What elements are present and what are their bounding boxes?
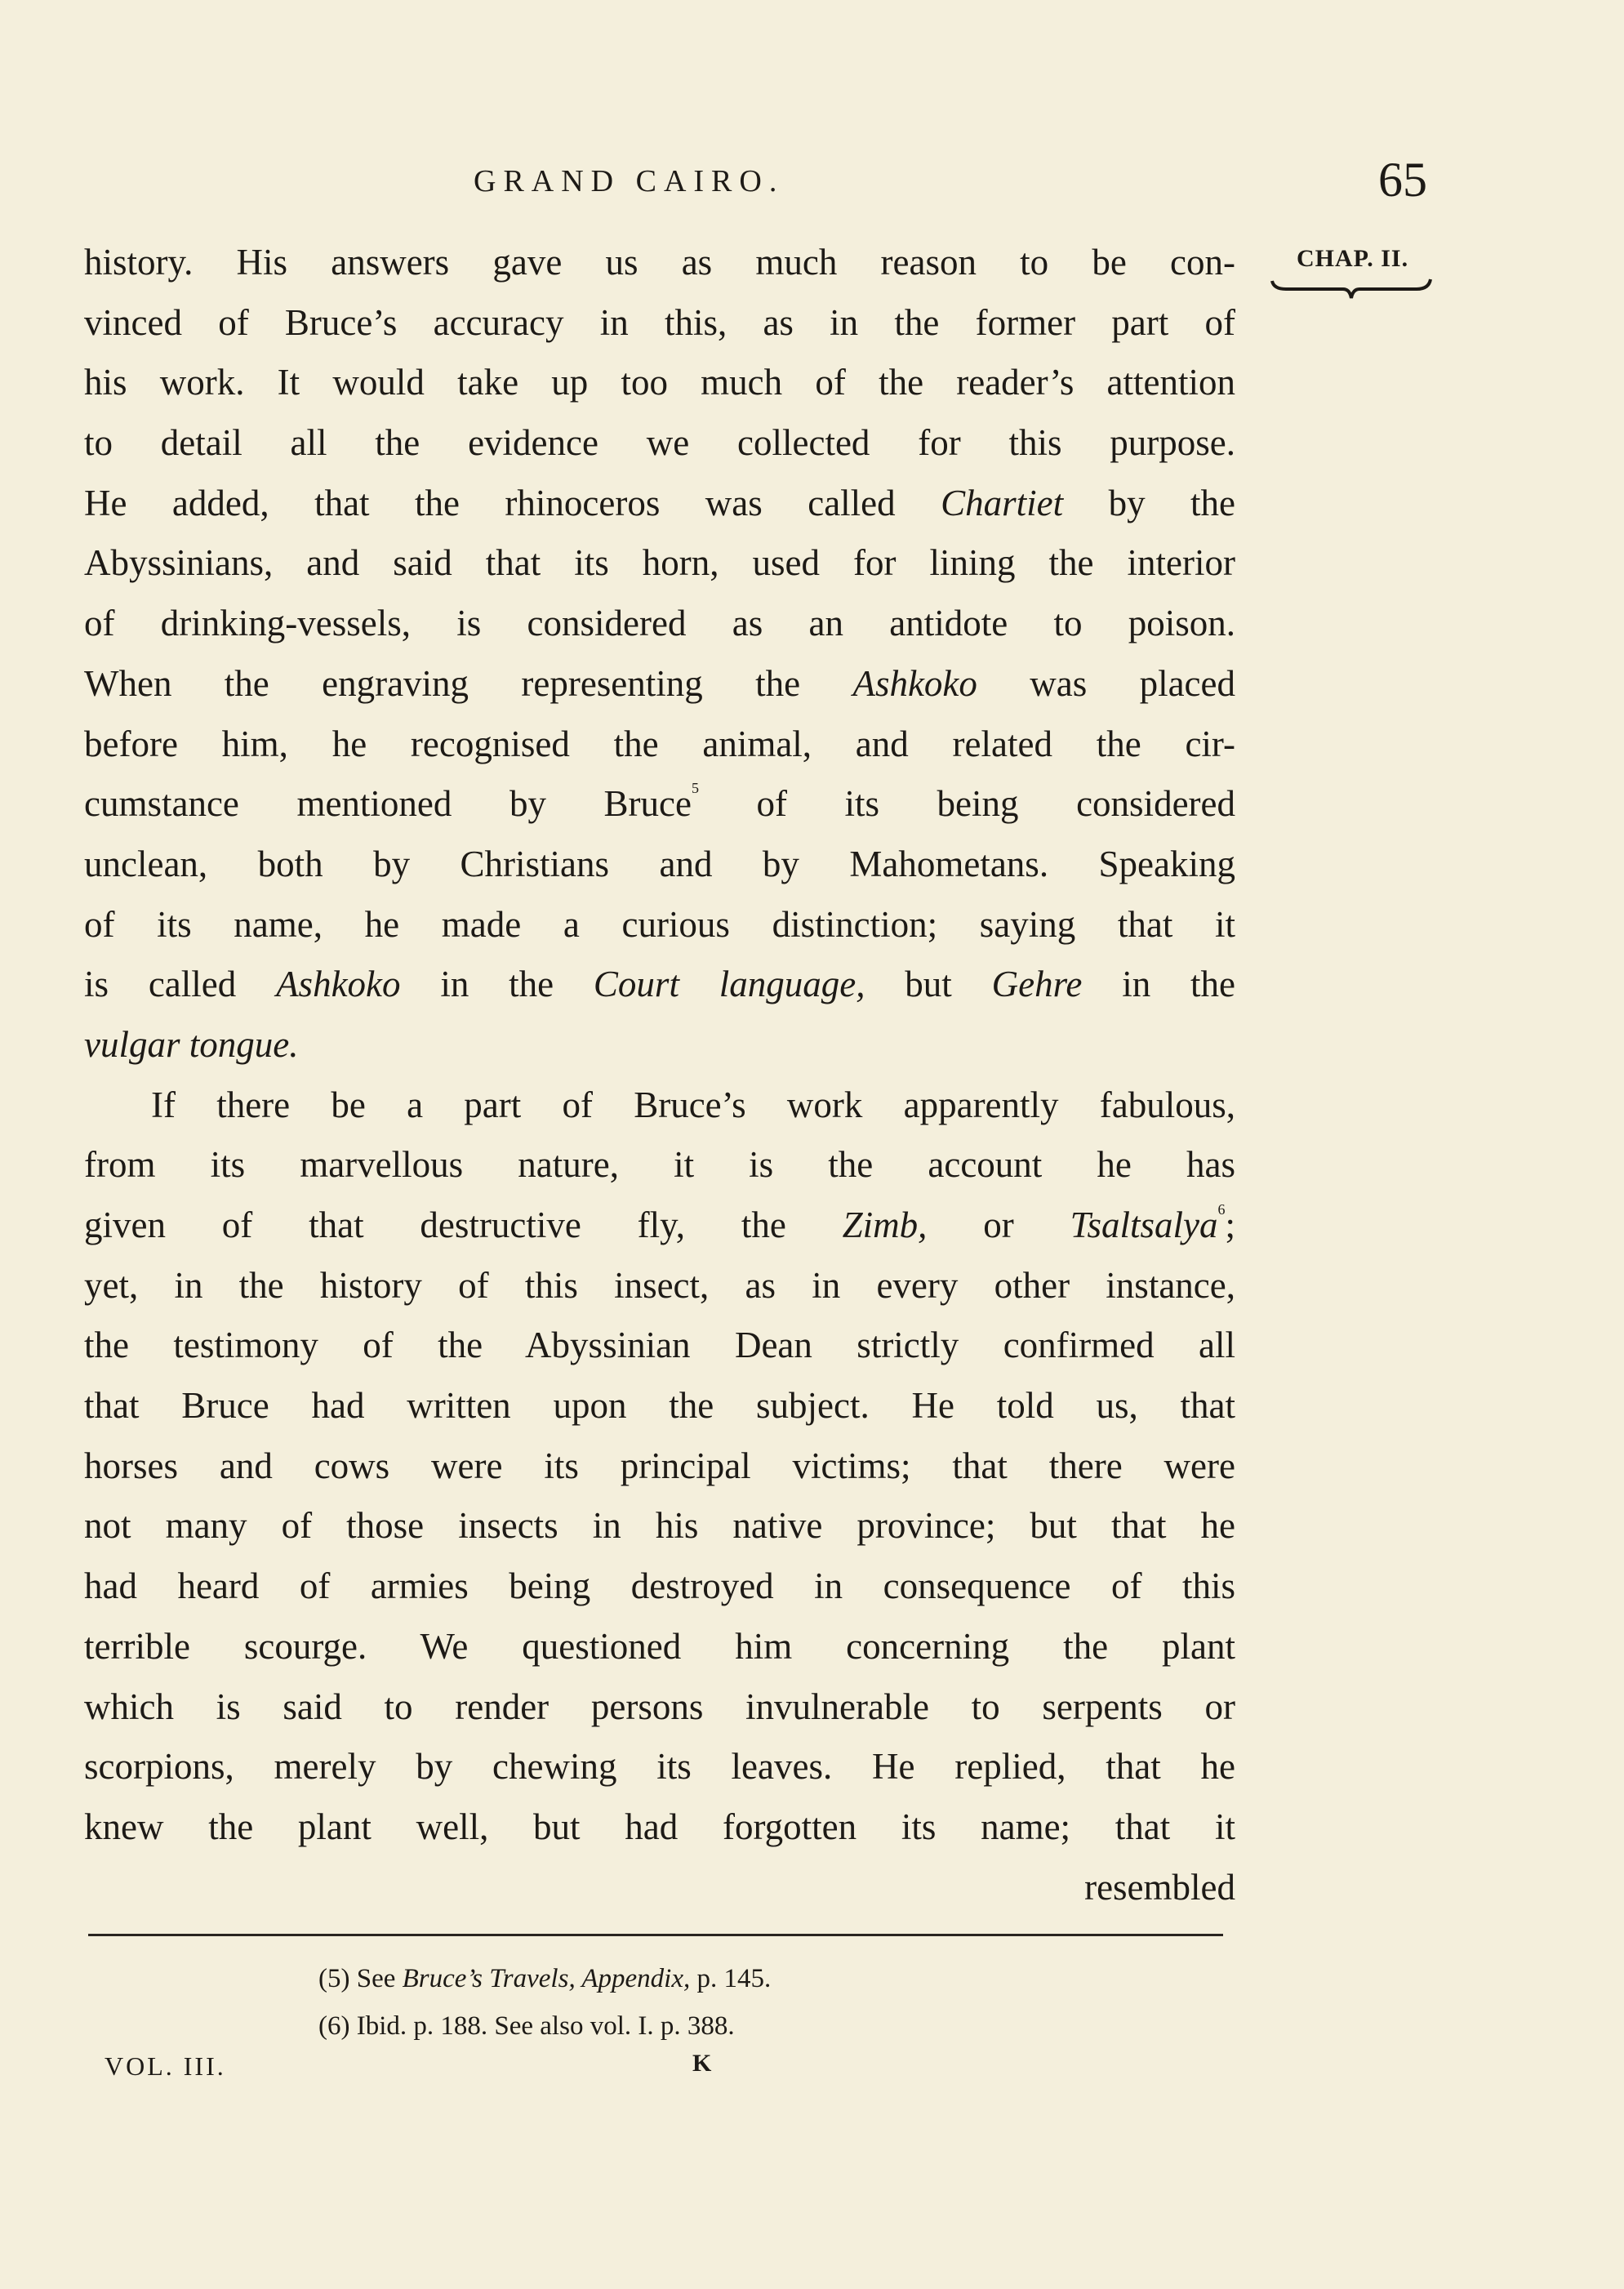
- text-run: history. His answers gave us as much reason to be con-: [84, 242, 1235, 283]
- text-run: When the engraving representing the: [84, 662, 853, 704]
- text-line: [84, 715, 1235, 775]
- text-line: [84, 1496, 1235, 1556]
- text-line: [84, 1858, 1235, 1918]
- text-run: resembled: [1084, 1866, 1235, 1908]
- text-run: Abyssinians, and said that its horn, used for lining the interior: [84, 542, 1235, 584]
- footnotes: [318, 1955, 771, 2050]
- text-run: in the: [1082, 964, 1235, 1005]
- italic-text: Ashkoko: [852, 662, 977, 704]
- text-run: If there be a part of Bruce’s work apparently fabulous,: [151, 1084, 1235, 1125]
- text-line: [84, 895, 1235, 955]
- text-run: horses and cows were its principal victims; that there were: [84, 1445, 1235, 1486]
- italic-text: Zimb,: [842, 1205, 928, 1245]
- text-line: [84, 1556, 1235, 1617]
- text-run: was placed: [977, 662, 1235, 704]
- text-line: [84, 293, 1235, 354]
- text-run: vinced of Bruce’s accuracy in this, as in the former part of: [84, 301, 1235, 343]
- text-run: which is said to render persons invulnerable to serpents or: [84, 1686, 1235, 1727]
- text-run: by the: [1063, 482, 1235, 523]
- text-run: or: [927, 1205, 1070, 1245]
- gathering-signature: K: [692, 2050, 712, 2077]
- text-line: [84, 774, 1235, 835]
- footnote-rule: [88, 1934, 1223, 1936]
- text-run: He added, that the rhinoceros was called: [84, 482, 941, 523]
- text-run: cumstance mentioned by Bruce: [84, 783, 692, 825]
- italic-text: Court language,: [593, 964, 865, 1005]
- text-run: scorpions, merely by chewing its leaves. He replied, that he: [84, 1746, 1235, 1788]
- footnote-ref: 6: [1217, 1201, 1226, 1218]
- text-line: [84, 1376, 1235, 1436]
- text-run: p. 145.: [690, 1964, 772, 1993]
- text-run: in the: [400, 964, 594, 1005]
- text-line: [84, 1015, 1235, 1075]
- chapter-label: CHAP. II.: [1297, 245, 1409, 272]
- text-run: to detail all the evidence we collected for this purpose.: [84, 422, 1235, 464]
- text-run: (5) See: [318, 1964, 403, 1993]
- text-line: [84, 1436, 1235, 1497]
- text-run: unclean, both by Christians and by Mahometans. Speaking: [84, 843, 1235, 884]
- text-run: knew the plant well, but had forgotten its name; that it: [84, 1806, 1235, 1847]
- text-run: terrible scourge. We questioned him concerning the plant: [84, 1625, 1235, 1667]
- text-line: [84, 533, 1235, 594]
- text-line: [84, 1075, 1235, 1136]
- text-run: (6) Ibid. p. 188. See also vol. I. p. 388.: [318, 2011, 735, 2041]
- text-run: from its marvellous nature, it is the account he has: [84, 1144, 1235, 1186]
- text-run: given of that destructive fly, the: [84, 1205, 843, 1245]
- running-title: GRAND CAIRO.: [474, 164, 785, 198]
- footnote-ref: 5: [691, 780, 699, 797]
- text-run: but: [865, 964, 992, 1005]
- text-run: yet, in the history of this insect, as in every other instance,: [84, 1264, 1235, 1306]
- italic-text: Gehre: [991, 964, 1083, 1005]
- text-line: [84, 233, 1235, 293]
- text-line: [84, 1135, 1235, 1196]
- italic-text: Ashkoko: [276, 964, 401, 1005]
- footnote: [318, 1955, 771, 2002]
- italic-text: Tsaltsalya: [1070, 1205, 1218, 1245]
- text-line: [84, 474, 1235, 534]
- text-run: is called: [84, 964, 277, 1005]
- text-run: not many of those insects in his native province; but that he: [84, 1505, 1235, 1547]
- text-run: his work. It would take up too much of the reader’s attention: [84, 362, 1235, 403]
- text-line: [84, 1316, 1235, 1376]
- text-run: of drinking-vessels, is considered as an antidote to poison.: [84, 603, 1235, 644]
- text-run: ;: [1225, 1205, 1235, 1245]
- chapter-brace-icon: [1270, 276, 1433, 304]
- text-run: of its name, he made a curious distinction; saying that it: [84, 903, 1235, 945]
- italic-text: Chartiet: [941, 482, 1064, 523]
- text-line: [84, 1617, 1235, 1677]
- text-line: [84, 1737, 1235, 1797]
- text-line: [84, 594, 1235, 654]
- body-text: [84, 233, 1235, 1917]
- text-run: had heard of armies being destroyed in consequence of this: [84, 1565, 1235, 1607]
- text-run: of its being considered: [698, 783, 1235, 825]
- text-line: [84, 413, 1235, 474]
- text-line: [84, 1677, 1235, 1738]
- text-line: [84, 955, 1235, 1015]
- text-line: [84, 654, 1235, 715]
- text-line: [84, 1797, 1235, 1858]
- text-line: [84, 353, 1235, 413]
- text-run: the testimony of the Abyssinian Dean strictly confirmed all: [84, 1325, 1235, 1366]
- text-line: [84, 1196, 1235, 1256]
- text-line: [84, 835, 1235, 895]
- volume-signature: VOL. III.: [105, 2051, 226, 2081]
- page-number: 65: [1378, 153, 1427, 207]
- italic-text: Bruce’s Travels, Appendix,: [402, 1964, 691, 1993]
- footnote: [318, 2002, 771, 2050]
- italic-text: vulgar tongue.: [84, 1023, 299, 1065]
- text-run: before him, he recognised the animal, and related the cir-: [84, 723, 1235, 764]
- text-run: that Bruce had written upon the subject. He told us, that: [84, 1385, 1235, 1427]
- text-line: [84, 1256, 1235, 1316]
